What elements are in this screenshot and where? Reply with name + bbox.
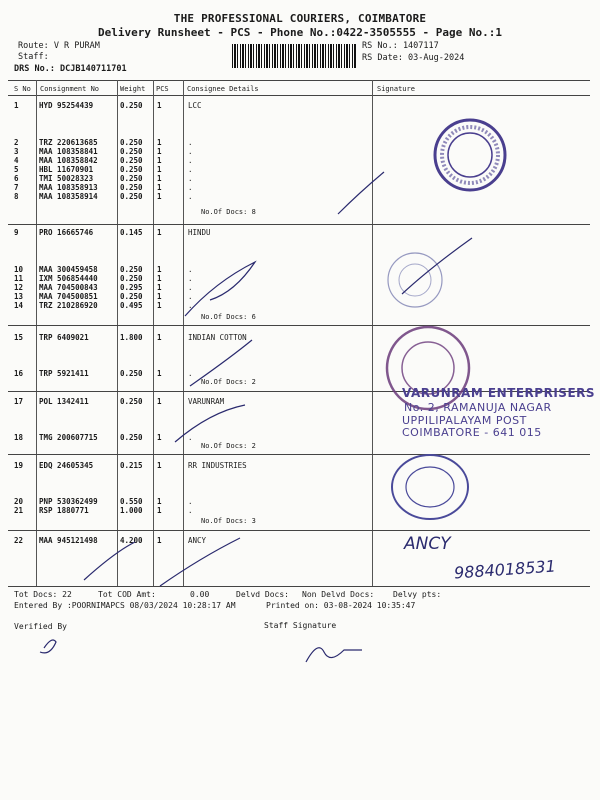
row-consignment-no: MAA 704500851 [39,292,98,301]
row-weight: 0.145 [120,228,143,237]
signature-stroke [185,262,255,316]
printed-on: Printed on: 03-08-2024 10:35:47 [266,601,416,610]
handwritten-phone-number: 9884018531 [453,556,557,583]
row-consignee: . [188,369,193,378]
stamp-address-line: UPPILIPALAYAM POST [402,414,527,427]
row-consignment-no: HYD 95254439 [39,101,94,110]
row-weight: 0.295 [120,283,143,292]
row-weight: 0.250 [120,183,143,192]
delivered-docs-label: Delvd Docs: [236,590,289,599]
staff-label: Staff: [18,52,49,62]
row-sno: 12 [14,283,24,292]
row-sno: 14 [14,301,24,310]
non-delivered-docs-label: Non Delvd Docs: [302,590,375,599]
row-consignee: . [188,165,193,174]
row-weight: 0.250 [120,265,143,274]
row-consignee: . [188,138,193,147]
row-sno: 9 [14,228,19,237]
signature-stroke [190,340,252,386]
row-sno: 8 [14,192,19,201]
row-sno: 5 [14,165,19,174]
row-consignee: ANCY [188,536,207,545]
row-consignment-no: EDQ 24605345 [39,461,94,470]
verifier-signature [40,640,56,653]
staff-signature [306,648,362,662]
total-cod-value: 0.00 [190,590,210,599]
row-pcs: 1 [157,397,162,406]
row-consignee: VARUNRAM [188,397,225,406]
row-pcs: 1 [157,433,162,442]
group-doc-count: No.Of Docs: 8 [201,208,256,216]
row-consignee: . [188,192,193,201]
row-consignment-no: TRZ 220613685 [39,138,98,147]
row-pcs: 1 [157,497,162,506]
col-header-signature: Signature [377,85,415,93]
row-sno: 15 [14,333,24,342]
row-weight: 0.250 [120,192,143,201]
row-sno: 21 [14,506,24,515]
row-consignee: . [188,183,193,192]
row-sno: 13 [14,292,24,301]
entered-by: Entered By :POORNIMAPCS 08/03/2024 10:28:17 AM [14,601,236,610]
row-pcs: 1 [157,274,162,283]
row-consignment-no: HBL 11670901 [39,165,94,174]
row-pcs: 1 [157,536,162,545]
row-consignee: . [188,174,193,183]
signature-stroke [402,238,472,294]
row-pcs: 1 [157,292,162,301]
signature-stroke [84,542,135,580]
row-sno: 16 [14,369,24,378]
row-pcs: 1 [157,301,162,310]
row-weight: 0.250 [120,369,143,378]
row-sno: 2 [14,138,19,147]
row-pcs: 1 [157,147,162,156]
row-sno: 10 [14,265,24,274]
row-sno: 17 [14,397,24,406]
row-consignee: RR INDUSTRIES [188,461,247,470]
row-pcs: 1 [157,461,162,470]
row-consignment-no: RSP 1880771 [39,506,89,515]
row-weight: 0.250 [120,292,143,301]
row-weight: 0.550 [120,497,143,506]
row-pcs: 1 [157,333,162,342]
row-weight: 0.250 [120,433,143,442]
row-consignee: INDIAN COTTON [188,333,247,342]
total-cod-label: Tot COD Amt: [98,590,156,599]
row-weight: 0.250 [120,165,143,174]
row-pcs: 1 [157,506,162,515]
group-doc-count: No.Of Docs: 3 [201,517,256,525]
row-consignee: . [188,156,193,165]
signature-stroke [160,538,240,586]
row-weight: 0.250 [120,156,143,165]
row-consignee: LCC [188,101,202,110]
row-consignment-no: MAA 108358913 [39,183,98,192]
total-docs: Tot Docs: 22 [14,590,72,599]
runsheet-subtitle: Delivery Runsheet - PCS - Phone No.:0422-3505555 - Page No.:1 [98,26,502,39]
group-doc-count: No.Of Docs: 2 [201,378,256,386]
company-name: THE PROFESSIONAL COURIERS, COIMBATORE [173,12,427,25]
row-pcs: 1 [157,192,162,201]
row-pcs: 1 [157,138,162,147]
row-consignment-no: PNP 530362499 [39,497,98,506]
row-consignee: . [188,292,193,301]
row-pcs: 1 [157,265,162,274]
drs-number: DRS No.: DCJB140711701 [14,64,127,74]
row-pcs: 1 [157,174,162,183]
row-consignment-no: PRO 16665746 [39,228,94,237]
signature-stroke [175,405,245,442]
row-consignee: . [188,283,193,292]
col-header-sno: S No [14,85,31,93]
row-pcs: 1 [157,183,162,192]
row-consignment-no: MAA 108358842 [39,156,98,165]
row-pcs: 1 [157,283,162,292]
row-pcs: 1 [157,156,162,165]
row-sno: 20 [14,497,24,506]
row-weight: 0.250 [120,138,143,147]
row-consignment-no: TMI 50028323 [39,174,94,183]
row-weight: 4.200 [120,536,143,545]
col-header-consignment: Consignment No [40,85,100,93]
handwritten-receiver-name: ANCY [404,534,451,554]
stamp-company-name: VARUNRAM ENTERPRISERS [402,386,596,400]
row-consignee: . [188,301,193,310]
row-consignee: . [188,147,193,156]
row-sno: 6 [14,174,19,183]
row-weight: 1.800 [120,333,143,342]
row-consignment-no: MAA 108358914 [39,192,98,201]
row-weight: 0.495 [120,301,143,310]
rs-date: RS Date: 03-Aug-2024 [362,53,465,63]
row-weight: 0.215 [120,461,143,470]
row-consignee: . [188,265,193,274]
row-pcs: 1 [157,228,162,237]
row-pcs: 1 [157,101,162,110]
row-consignee: . [188,497,193,506]
col-header-pcs: PCS [156,85,169,93]
delivery-points-label: Delvy pts: [393,590,442,599]
row-sno: 1 [14,101,19,110]
row-consignment-no: TRZ 210286920 [39,301,98,310]
col-header-weight: Weight [120,85,146,93]
row-consignment-no: POL 1342411 [39,397,89,406]
row-consignment-no: MAA 300459458 [39,265,98,274]
row-consignment-no: TMG 200607715 [39,433,98,442]
row-sno: 3 [14,147,19,156]
col-header-consignee: Consignee Details [187,85,259,93]
staff-signature-label: Staff Signature [264,621,337,630]
row-sno: 22 [14,536,24,545]
row-sno: 4 [14,156,19,165]
row-consignee: HINDU [188,228,211,237]
row-consignee: . [188,274,193,283]
row-weight: 0.250 [120,397,143,406]
stamp-address-line: COIMBATORE - 641 015 [402,426,542,439]
row-consignee: . [188,506,193,515]
row-pcs: 1 [157,165,162,174]
row-sno: 11 [14,274,24,283]
verified-by-label: Verified By [14,622,67,631]
row-weight: 0.250 [120,274,143,283]
row-consignment-no: MAA 108358841 [39,147,98,156]
signature-stroke [338,172,384,214]
route-label: Route: V R PURAM [18,41,100,51]
row-consignment-no: IXM 506854440 [39,274,98,283]
row-weight: 0.250 [120,147,143,156]
row-consignee: . [188,433,193,442]
row-sno: 19 [14,461,24,470]
group-doc-count: No.Of Docs: 6 [201,313,256,321]
row-consignment-no: TRP 5921411 [39,369,89,378]
row-pcs: 1 [157,369,162,378]
row-sno: 18 [14,433,24,442]
row-weight: 0.250 [120,174,143,183]
row-consignment-no: MAA 945121498 [39,536,98,545]
row-weight: 1.000 [120,506,143,515]
group-doc-count: No.Of Docs: 2 [201,442,256,450]
row-sno: 7 [14,183,19,192]
row-consignment-no: MAA 704500843 [39,283,98,292]
row-consignment-no: TRP 6409021 [39,333,89,342]
stamp-address-line: No. 2, RAMANUJA NAGAR [404,401,552,414]
rs-number: RS No.: 1407117 [362,41,439,51]
row-weight: 0.250 [120,101,143,110]
